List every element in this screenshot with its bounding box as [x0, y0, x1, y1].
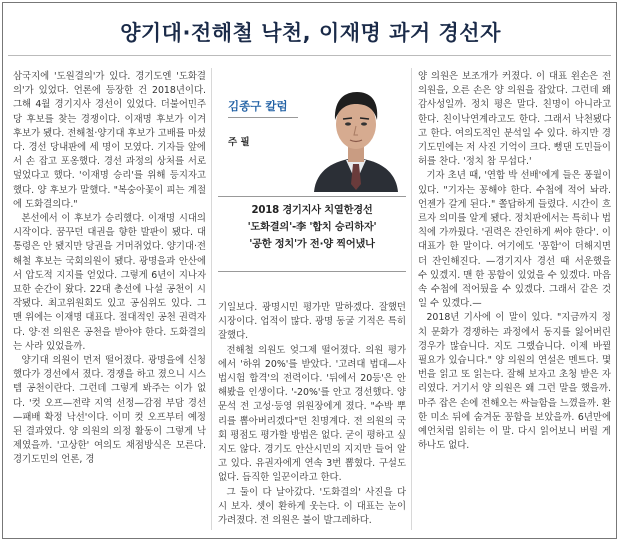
author-portrait [306, 72, 406, 192]
paragraph: 기일보다. 광명시민 평가만 말하겠다. 잘했던 시장이다. 업적이 많다. 광명 동굴 기적은 특히 잘했다. [218, 302, 406, 342]
paragraph: 2018년 기사에 이 말이 있다. "지금까지 정치 문화가 경쟁하는 과정에서 동지를 잃어버린 경우가 많습니다. 지도 그랬습니다. 이제 바뀔 필요가 있습니다." 양 의원의 연설은 멘트다. 몇 번을 읽고 또 읽는다. 잘해 보자고 초청 받은 자리였다. 거기서 양 의원은 왜 그런 말을 했을까. 마주 잡은 손에 전해오는 싸늘함을 느꼈을까. 환한 미소 뒤에 숨겨둔 꽁함을 보았을까. 6년만에 예언처럼 읽히는 이 말. 다시 읽어보니 버릴 게 하나도 없다. [418, 312, 611, 452]
paragraph: 양기대 의원이 먼저 떨어졌다. 광명을에 신청했다가 경선에서 졌다. 경쟁을 하고 졌으니 시스템 공천이란다. 그런데 그렇게 봐주는 이가 없다. '컷 오프—전략 지역 선정—감점 부담 경선—패배 확정 낙선'이다. 이미 컷 오프부터 예정된 결과였다. 양 의원의 의정 활동이 그렇게 낙제였을까. '고상한' 여의도 채점방식은 모른다. 경기도민의 언론, 경 [13, 355, 206, 466]
pull-quote [218, 196, 406, 272]
pull-quote-line: 2018 경기지사 치열한경선 [251, 205, 373, 216]
article-headline: 양기대·전해철 낙천, 이재명 과거 경선자 [120, 21, 501, 45]
column-name-rule [228, 117, 298, 118]
paragraph: 전해철 의원도 엊그제 떨어졌다. 의원 평가에서 '하위 20%'를 받았다. '고려대 법대—사법시험 합격'의 전력이다. '뒤에서 20등'은 안 해봤을 인생이다. '-20%'를 안고 경선했다. 양문석 전 고성·등영 위원장에게 졌다. "수박 뿌리를 뽑아버리겠다"던 친명계다. 전 의원의 국회 평점도 평가할 방법은 없다. 굳이 평하고 싶지도 않다. 경기도 안산시민의 지지만 들어 알고 있다. 유권자에게 연속 3번 뽑혔다. 구설도 없다. 듬직한 일꾼이라고 한다. [218, 344, 406, 484]
article-column-2 [218, 301, 406, 528]
column-name: 김종구 칼럼 [228, 99, 288, 113]
pull-quote-line: '도화결의'-李 '합치 승리하자' [247, 222, 377, 233]
paragraph: 기자 초년 때, '연합 박 선배'에게 들은 풍월이 있다. "기자는 꽁해야 한다. 수첩에 적어 놔라. 언젠가 갈게 된다." 쫄답하게 들렸다. 시간이 흐르자 의미를 알게 됐다. 정치판에서는 특히나 법칙에 가까웠다. '권력은 잔인하게 써야 한다'. 이 대표가 한 말이다. 여기에도 '꽁함'이 더해지면 더 잔인해진다. —경기지사 경선 때 서운했을 수 있겠지. 맨 한 꽁함이 있었을 수 있겠다. 마음 속 수첩에 적어뒀을 수 있겠다. 그래서 같은 것일 수 있겠다.— [418, 170, 611, 310]
article-column-3 [418, 70, 611, 453]
column-divider [411, 68, 412, 530]
column-header-box [218, 72, 406, 294]
paragraph: 삼국지에 '도원결의'가 있다. 경기도엔 '도화결의'가 있었다. 언론에 등장한 건 2018년이다. 그해 4월 경기지사 경선이 있었다. 더불어민주당 후보를 찾는 경쟁이다. 이재명 후보가 이겨 후보가 됐다. 전해철·양기대 후보가 고배를 마셨다. 경선 당내판에 세 명이 모였다. 기자들 앞에서 손 잡고 포옹했다. 경선 과정의 상처를 서로 덮었다고 했다. '이재명 승리'를 위해 등지자고 했다. 양 후보가 말했다. "복숭아꽃이 피는 계절에 도화결의다." [13, 71, 206, 210]
paragraph: 그 둘이 다 날아갔다. '도화결의' 사진을 다시 보자. 셋이 환하게 웃는다. 이 대표는 눈이 가려졌다. 전 의원은 불이 발그레하다. [218, 486, 406, 527]
author-role: 주 필 [228, 137, 250, 148]
paragraph: 양 의원은 보조개가 커졌다. 이 대표 왼손은 전 의원을, 오른 손은 양 의원을 잡았다. 그런데 왜 감사성일까. 정치 평은 말다. 친명이 아니라고 한다. 친이낙연계라고도 한다. 그래서 낙천됐다고 한다. 여의도적인 분석일 수 있다. 하지만 경기도민에는 저 사진 기억이 크다. 뻥댄 도민들이 허를 찬다. '정치 참 무섭다.' [418, 71, 611, 168]
headline-rule [8, 55, 611, 56]
article-column-1 [13, 70, 206, 468]
paragraph: 본선에서 이 후보가 승리했다. 이재명 시대의 시작이다. 꿈꾸던 대권을 향한 발판이 됐다. 대통령은 안 됐지만 당권을 거머쥐었다. 양기대·전해철 후보는 국회의원이 됐다. 광명을과 안산에서 압도적 지지를 얻었다. 그렇게 6년이 지나자 묘한 순간이 왔다. 22대 총선에 나설 공천이 시작됐다. 최고위원회도 있고 공심위도 있다. 그 맨 위에는 이재명 대표다. 절대적인 공천 권력자다. 양·전 의원은 공천을 받아야 한다. 도화결의는 사라 있었을까. [13, 213, 206, 352]
column-divider [211, 68, 212, 530]
pull-quote-line: '공한 정치'가 전·양 찍어냈나 [249, 239, 375, 250]
